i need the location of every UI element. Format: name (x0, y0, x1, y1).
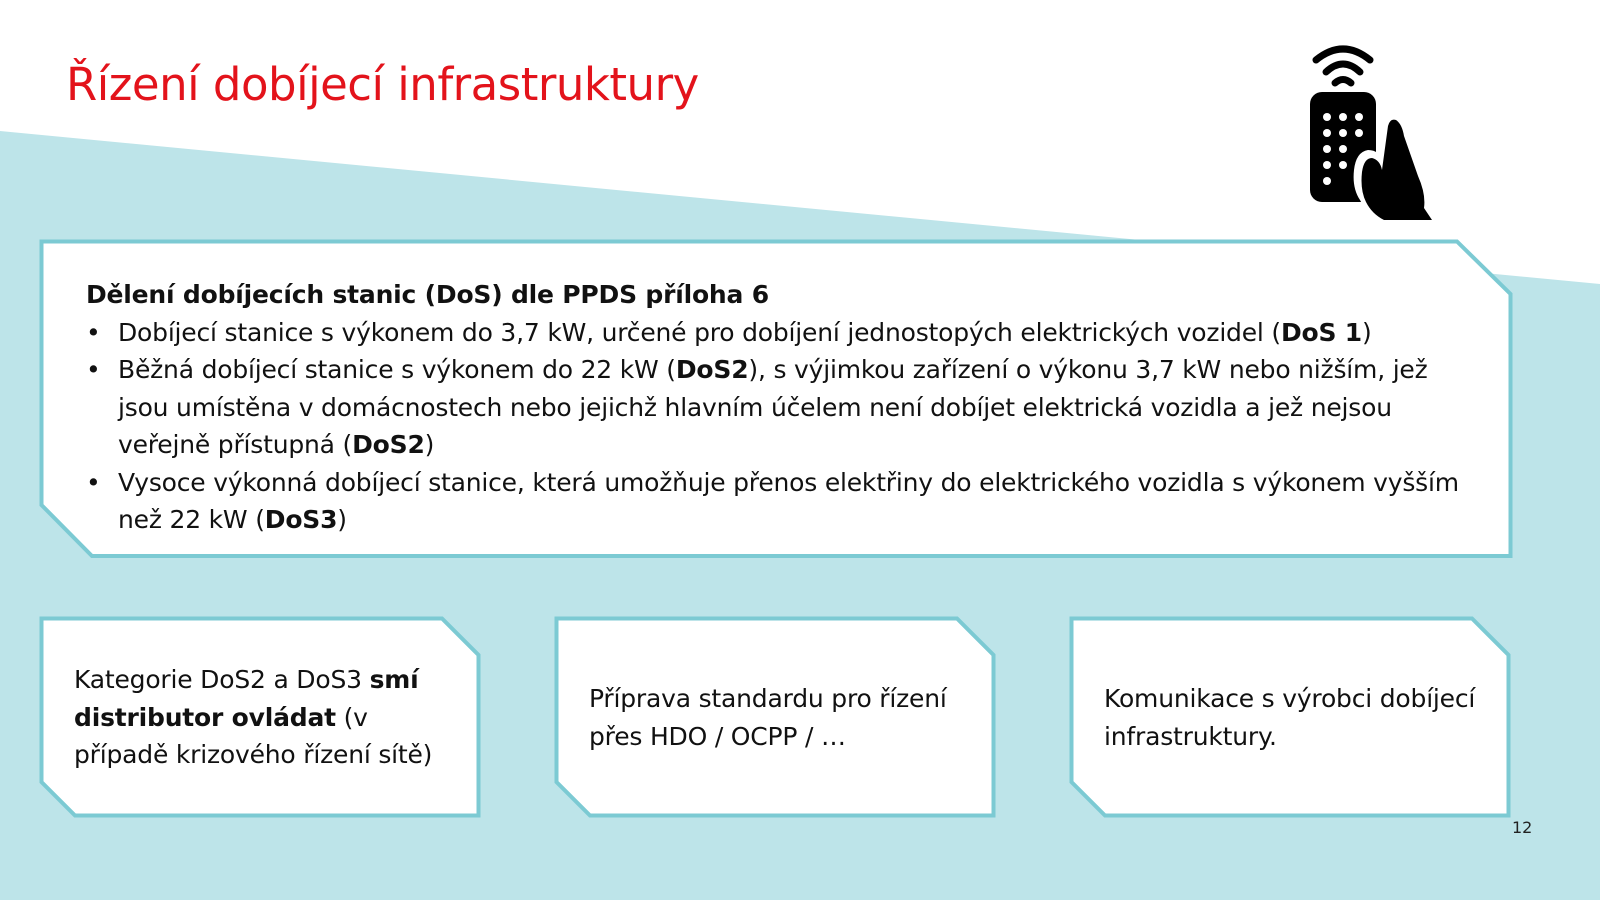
bullet-item-dos2 (86, 351, 1476, 464)
bullet-dot: • (86, 355, 101, 384)
slide-title: Řízení dobíjecí infrastruktury (66, 58, 699, 111)
info-box-text: Příprava standardu pro řízení přes HDO / OCPP / … (589, 684, 947, 751)
bullet-list (86, 314, 1476, 539)
bullet-bold-label: DoS3 (264, 505, 338, 534)
bullet-tail: ) (424, 430, 435, 459)
remote-control-hand-icon (1306, 42, 1441, 222)
bullet-bold-label: DoS 1 (1280, 317, 1363, 347)
bullet-dot: • (86, 317, 101, 347)
info-box-text-bold: smí distributor ovládat (74, 665, 419, 732)
bullet-tail: ) (1362, 317, 1372, 347)
info-box-distributor-control (40, 617, 480, 817)
main-content-box (40, 240, 1512, 570)
info-box-text-pre: Kategorie DoS2 a DoS3 (74, 665, 370, 694)
bullet-bold-label: DoS2 (675, 355, 749, 384)
bullet-text: Vysoce výkonná dobíjecí stanice, která umožňuje přenos elektřiny do elektrického vozidla s výkonem vyšším než 22 kW ( (118, 467, 1459, 534)
bullet-item-dos1 (86, 314, 1476, 352)
bullet-dot: • (86, 467, 101, 497)
bullet-bold-label: DoS2 (352, 430, 425, 459)
bullet-tail: ) (337, 505, 347, 534)
bullet-item-dos3 (86, 464, 1476, 539)
page-number: 12 (1512, 818, 1533, 837)
info-box-text: Komunikace s výrobci dobíjecí infrastruktury. (1104, 684, 1476, 751)
info-box-text (74, 661, 454, 774)
bullet-text: Dobíjecí stanice s výkonem do 3,7 kW, určené pro dobíjení jednostopých elektrických vozidel ( (118, 317, 1281, 347)
main-box-heading: Dělení dobíjecích stanic (DoS) dle PPDS příloha 6 (86, 280, 769, 309)
info-box-text-post: (v případě krizového řízení sítě) (74, 702, 433, 769)
info-box-manufacturer-communication (1070, 617, 1510, 817)
bullet-middle: ), s výjimkou zařízení o výkonu 3,7 kW nebo nižším, jež jsou umístěna v domácnostech nebo jejichž hlavním účelem není dobíjet elektrická vozidla a jež nejsou veřejně přístupná ( (118, 355, 1428, 459)
bullet-text: Běžná dobíjecí stanice s výkonem do 22 kW ( (118, 355, 676, 384)
info-box-standard-preparation (555, 617, 995, 817)
